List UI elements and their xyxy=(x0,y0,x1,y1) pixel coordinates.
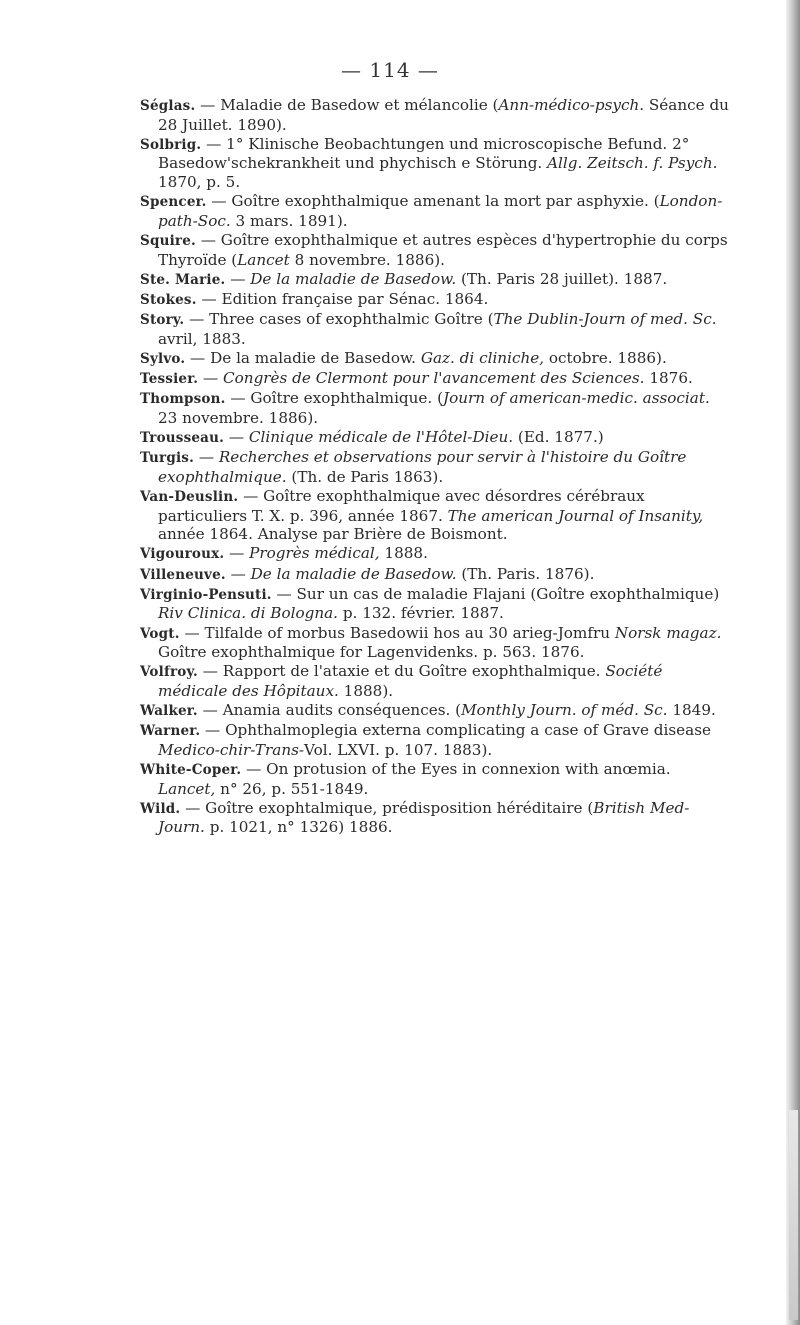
entry-author: Walker. xyxy=(140,703,198,720)
entry-author: Solbrig. xyxy=(140,136,202,153)
entry-text: n° 26, p. 551-1849. xyxy=(215,779,369,798)
bibliography-entry xyxy=(140,96,730,134)
entry-author: Vogt. xyxy=(140,625,180,642)
entry-author: Squire. xyxy=(140,232,196,249)
entry-title: London-path-Soc. xyxy=(158,192,723,230)
entry-text: 23 novembre. 1886). xyxy=(158,408,319,427)
entry-text: p. 1021, n° 1326) 1886. xyxy=(204,818,393,837)
entry-author: White-Coper. xyxy=(140,762,242,779)
entry-text: — Maladie de Basedow et mélancolie ( xyxy=(195,96,499,114)
entry-text: (Ed. 1877.) xyxy=(513,428,604,447)
bibliography-entry xyxy=(140,135,730,192)
bibliography-entry xyxy=(140,799,730,837)
entry-text: — Goître exophthalmique et autres espèces d'hypertrophie du corps Thyroïde ( xyxy=(158,230,728,269)
entry-title: Norsk magaz. xyxy=(614,623,722,642)
entry-text: — 1° Klinische Beobachtungen und microscopische Befund. 2° Basedow'schekrankheit und phychisch e Störung. xyxy=(158,134,690,173)
entry-title: Medico-chir-Trans- xyxy=(158,740,305,759)
entry-title: The american Journal of Insanity, xyxy=(447,506,704,525)
entry-title: The Dublin-Journ of med. Sc. xyxy=(493,310,717,329)
bibliography-entry xyxy=(140,487,730,544)
entry-text: — Three cases of exophthalmic Goître ( xyxy=(184,310,494,329)
entry-text: octobre. 1886). xyxy=(544,348,667,367)
entry-author: Stokes. xyxy=(140,291,197,308)
bibliography-entry xyxy=(140,389,730,427)
bibliography-entry xyxy=(140,270,730,290)
entry-text: — xyxy=(224,544,250,563)
entry-text: 1888). xyxy=(338,681,394,700)
entry-author: Sylvo. xyxy=(140,350,186,367)
entry-title: Ann-médico-psych. xyxy=(498,96,645,114)
entry-text: Séance du 28 Juillet. 1890). xyxy=(158,96,729,134)
bibliography-entry xyxy=(140,662,730,700)
entry-text: — On protusion of the Eyes in connexion with anœmia. xyxy=(241,760,671,779)
entry-text: (Th. de Paris 1863). xyxy=(286,467,444,486)
entry-text: (Th. Paris. 1876). xyxy=(456,564,595,583)
entry-text: 1876. xyxy=(644,369,693,388)
entry-text: — Edition française par Sénac. 1864. xyxy=(196,289,489,308)
entry-text: — Goître exophthalmique amenant la mort par asphyxie. ( xyxy=(206,192,660,211)
entry-author: Story. xyxy=(140,312,185,329)
entry-text: — xyxy=(198,369,224,388)
bibliography-entry xyxy=(140,231,730,269)
entry-title: Lancet xyxy=(237,250,290,269)
bibliography-entry xyxy=(140,349,730,369)
entry-text: 8 novembre. 1886). xyxy=(289,250,445,269)
entry-title: De la maladie de Basedow. xyxy=(250,269,457,288)
page-number: — 114 — xyxy=(341,58,439,82)
bibliography-entry xyxy=(140,544,730,564)
entry-title: Lancet, xyxy=(158,779,216,798)
entry-text: — Goître exophthalmique avec désordres cérébraux particuliers T. X. p. 396, année 1867. xyxy=(158,487,645,525)
entry-title: Monthly Journ. of méd. Sc. xyxy=(461,701,668,720)
entry-title: Recherches et observations pour servir à l'histoire du Goître exophthalmique. xyxy=(158,448,687,486)
entry-text: 1849. xyxy=(667,701,716,720)
bibliography-entry xyxy=(140,290,730,310)
entry-author: Spencer. xyxy=(140,194,207,211)
entry-author: Turgis. xyxy=(140,450,195,467)
entry-title: Gaz. di cliniche, xyxy=(420,348,545,367)
entry-title: Journ of american-medic. associat. xyxy=(443,389,710,408)
bibliography-entry xyxy=(140,721,730,759)
entry-text: 1888. xyxy=(379,544,428,563)
bibliography-entry xyxy=(140,310,730,348)
entry-author: Warner. xyxy=(140,723,201,740)
entry-text: — Anamia audits conséquences. ( xyxy=(197,701,462,720)
entry-title: British Med-Journ. xyxy=(158,798,690,837)
bibliography-entry xyxy=(140,624,730,662)
bibliography-entry xyxy=(140,585,730,623)
entry-text: — Sur un cas de maladie Flajani (Goître exophthalmique) xyxy=(271,584,720,603)
bibliography-entry xyxy=(140,428,730,448)
bibliography-entry xyxy=(140,565,730,585)
entry-author: Séglas. xyxy=(140,98,196,114)
entry-text: — De la maladie de Basedow. xyxy=(185,348,421,367)
entry-text: Goître exophthalmique for Lagenvidenks. p. 563. 1876. xyxy=(158,643,585,662)
entry-author: Vigouroux. xyxy=(140,546,225,563)
bibliography-entry xyxy=(140,701,730,721)
entry-author: Tessier. xyxy=(140,371,199,388)
entry-text: 3 mars. 1891). xyxy=(230,211,348,230)
entry-text: — xyxy=(225,564,251,583)
entry-author: Thompson. xyxy=(140,391,226,408)
entry-text: — Goître exophtalmique, prédisposition héréditaire ( xyxy=(180,798,594,817)
entry-text: — Goître exophthalmique. ( xyxy=(225,389,443,408)
entry-text: Vol. LXVI. p. 107. 1883). xyxy=(304,740,493,759)
entry-author: Trousseau. xyxy=(140,430,225,447)
entry-text: p. 132. février. 1887. xyxy=(338,604,504,623)
entry-text: (Th. Paris 28 juillet). 1887. xyxy=(456,269,668,288)
entry-text: — Tilfalde of morbus Basedowii hos au 30 arieg-Jomfru xyxy=(179,623,615,642)
bibliography-list xyxy=(140,96,730,838)
entry-text: — xyxy=(194,448,219,467)
entry-title: Riv Clinica. di Bologna. xyxy=(158,604,338,623)
entry-title: Allg. Zeitsch. f. Psych. xyxy=(547,154,718,173)
entry-author: Volfroy. xyxy=(140,664,198,681)
entry-author: Van-Deuslin. xyxy=(140,489,239,505)
bibliography-entry xyxy=(140,369,730,389)
bibliography-entry xyxy=(140,760,730,798)
entry-title: Progrès médical, xyxy=(249,544,380,563)
entry-title: Congrès de Clermont pour l'avancement des Sciences. xyxy=(223,369,645,388)
entry-text: — Rapport de l'ataxie et du Goître exophthalmique. xyxy=(197,662,606,681)
entry-title: Clinique médicale de l'Hôtel-Dieu. xyxy=(248,428,514,447)
entry-text: — Ophthalmoplegia externa complicating a case of Grave disease xyxy=(200,721,711,740)
entry-author: Virginio-Pensuti. xyxy=(140,586,272,603)
entry-text: année 1864. Analyse par Brière de Boismont. xyxy=(158,525,508,544)
entry-author: Villeneuve. xyxy=(140,566,226,583)
bibliography-entry xyxy=(140,448,730,486)
entry-author: Ste. Marie. xyxy=(140,271,226,288)
page-edge-tab xyxy=(789,1110,798,1320)
entry-text: avril, 1883. xyxy=(158,329,246,348)
entry-text: 1870, p. 5. xyxy=(158,172,241,191)
entry-text: — xyxy=(225,269,251,288)
entry-author: Wild. xyxy=(140,800,181,817)
entry-title: Société médicale des Hôpitaux. xyxy=(158,662,663,700)
bibliography-entry xyxy=(140,192,730,230)
entry-title: De la maladie de Basedow. xyxy=(250,564,457,583)
entry-text: — xyxy=(224,428,249,447)
